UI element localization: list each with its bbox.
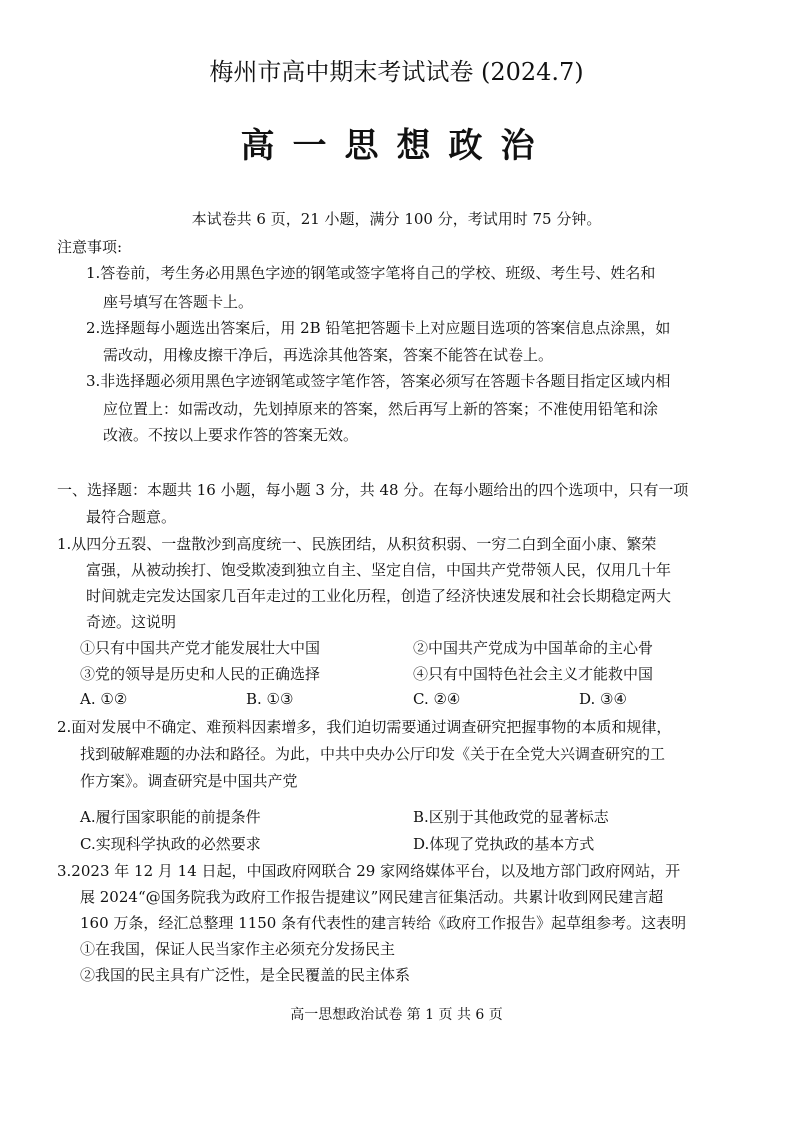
q1-option-d[interactable]: D. ③④ [579, 690, 627, 708]
q1-statement-4: ④只有中国特色社会主义才能救中国 [413, 665, 654, 683]
q2-option-a[interactable]: A.履行国家职能的前提条件 [80, 808, 261, 826]
section-1-heading: 一、选择题：本题共 16 小题，每小题 3 分，共 48 分。在每小题给出的四个选项中，只有一项 [57, 481, 689, 499]
exam-intro: 本试卷共 6 页，21 小题，满分 100 分，考试用时 75 分钟。 [191, 210, 602, 228]
q1-statement-1: ①只有中国共产党才能发展壮大中国 [80, 639, 321, 657]
q1-line-1: 1.从四分五裂、一盘散沙到高度统一、民族团结，从积贫积弱、一穷二白到全面小康、繁荣 [57, 535, 657, 553]
q1-line-3: 时间就走完发达国家几百年走过的工业化历程，创造了经济快速发展和社会长期稳定两大 [86, 587, 672, 605]
q3-statement-2: ②我国的民主具有广泛性，是全民覆盖的民主体系 [80, 966, 411, 984]
exam-title: 梅州市高中期末考试试卷 (2024.7) [209, 58, 584, 86]
notice-item-1-line-1: 1.答卷前，考生务必用黑色字迹的钢笔或签字笔将自己的学校、班级、考生号、姓名和 [86, 264, 656, 282]
q1-line-2: 富强，从被动挨打、饱受欺凌到独立自主、坚定自信，中国共产党带领人民，仅用几十年 [86, 561, 672, 579]
q3-statement-1: ①在我国，保证人民当家作主必须充分发扬民主 [80, 940, 396, 958]
notice-item-2-line-1: 2.选择题每小题选出答案后，用 2B 铅笔把答题卡上对应题目选项的答案信息点涂黑，如 [86, 319, 671, 337]
q1-statement-3: ③党的领导是历史和人民的正确选择 [80, 665, 321, 683]
q1-option-b[interactable]: B. ①③ [246, 690, 294, 708]
q1-statement-2: ②中国共产党成为中国革命的主心骨 [413, 639, 654, 657]
q2-option-c[interactable]: C.实现科学执政的必然要求 [80, 835, 261, 853]
q2-option-b[interactable]: B.区别于其他政党的显著标志 [413, 808, 609, 826]
notice-item-3-line-1: 3.非选择题必须用黑色字迹钢笔或签字笔作答，答案必须写在答题卡各题目指定区域内相 [86, 372, 671, 390]
q1-option-c[interactable]: C. ②④ [413, 690, 461, 708]
q2-option-d[interactable]: D.体现了党执政的基本方式 [413, 835, 595, 853]
q3-line-2: 展 2024“@国务院我为政府工作报告提建议”网民建言征集活动。共累计收到网民建言超 [80, 888, 664, 906]
q1-option-a[interactable]: A. ①② [80, 690, 128, 708]
page-footer: 高一思想政治试卷 第 1 页 共 6 页 [290, 1007, 503, 1023]
q3-line-1: 3.2023 年 12 月 14 日起，中国政府网联合 29 家网络媒体平台，以及地方部门政府网站，开 [57, 862, 681, 880]
q1-line-4: 奇迹。这说明 [86, 613, 177, 631]
q2-line-2: 找到破解难题的办法和路径。为此，中共中央办公厅印发《关于在全党大兴调查研究的工 [80, 745, 666, 763]
notice-item-1-line-2: 座号填写在答题卡上。 [103, 293, 254, 311]
subject-title: 高一思想政治 [240, 126, 553, 166]
notice-item-2-line-2: 需改动，用橡皮擦干净后，再选涂其他答案，答案不能答在试卷上。 [103, 346, 554, 364]
notice-item-3-line-3: 改液。不按以上要求作答的答案无效。 [103, 426, 359, 444]
notice-item-3-line-2: 应位置上：如需改动，先划掉原来的答案，然后再写上新的答案；不准使用铅笔和涂 [103, 400, 659, 418]
q2-line-3: 作方案》。调查研究是中国共产党 [80, 772, 298, 790]
notice-heading: 注意事项: [57, 238, 123, 256]
section-1-heading-cont: 最符合题意。 [86, 508, 177, 526]
q2-line-1: 2.面对发展中不确定、难预料因素增多，我们迫切需要通过调查研究把握事物的本质和规律， [57, 718, 672, 736]
q3-line-3: 160 万条，经汇总整理 1150 条有代表性的建言转给《政府工作报告》起草组参考。这表明 [80, 914, 687, 932]
